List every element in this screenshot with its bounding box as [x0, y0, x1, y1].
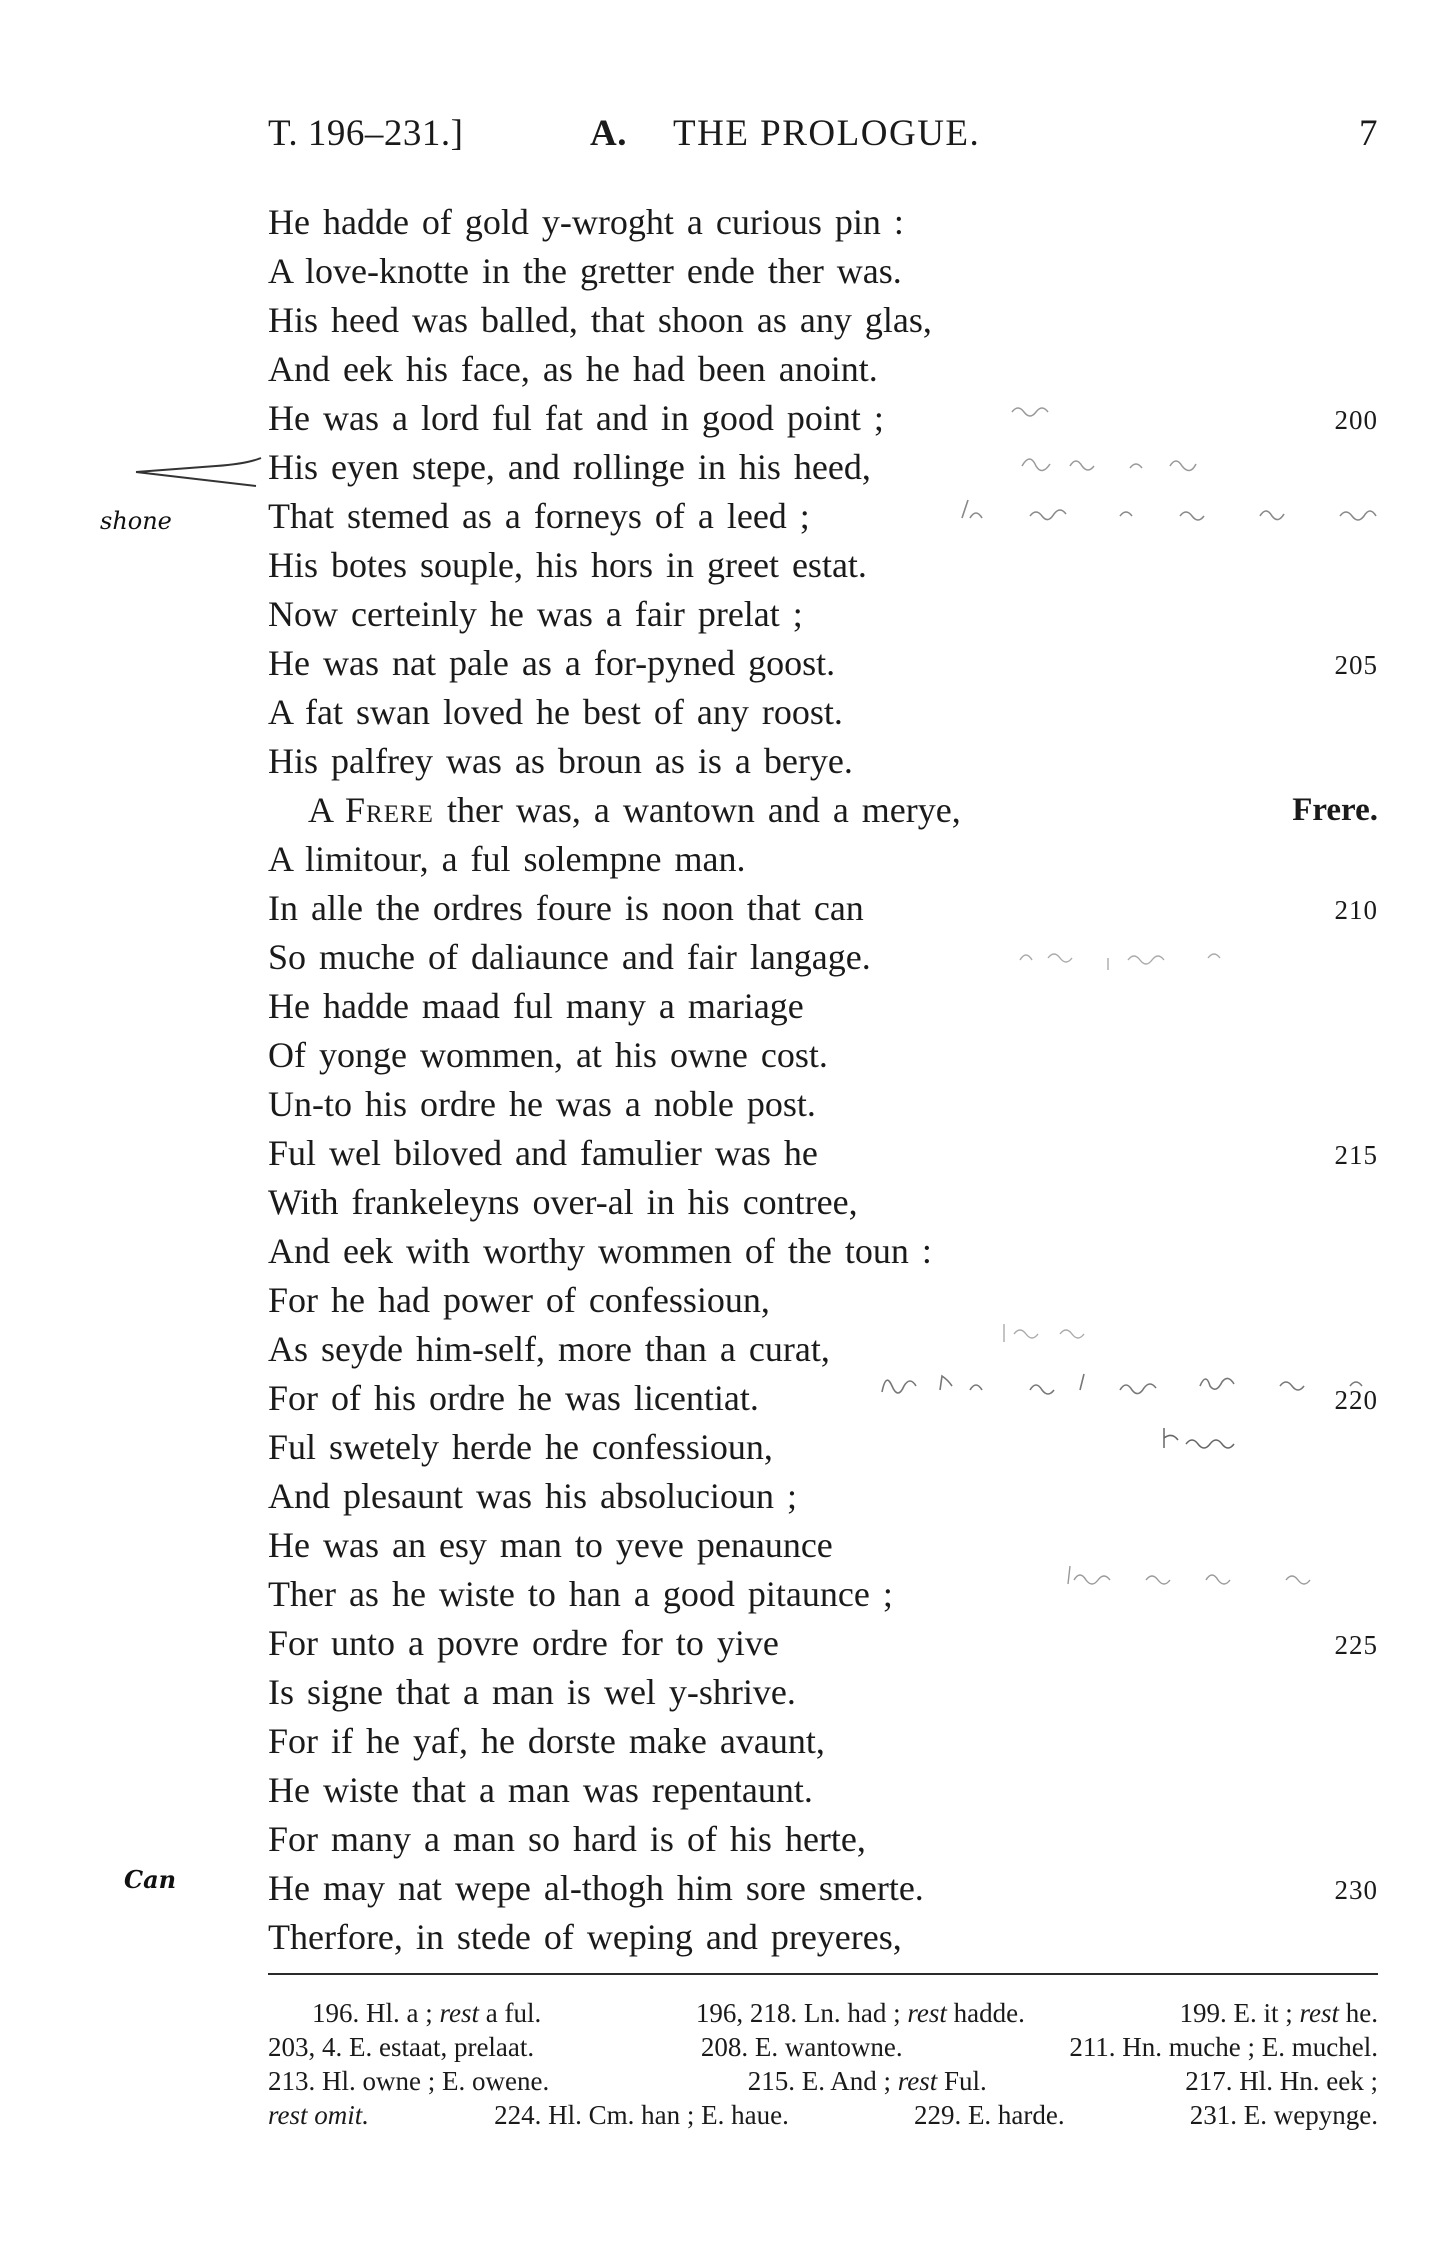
verse-line	[268, 1178, 1378, 1227]
line-number: 220	[1334, 1385, 1378, 1415]
verse-line-text: Is signe that a man is wel y-shrive.	[268, 1672, 796, 1712]
verse-line-text: He may nat wepe al-thogh him sore smerte.	[268, 1868, 924, 1908]
verse-line-text: He wiste that a man was repentaunt.	[268, 1770, 813, 1810]
verse-line-text: That stemed as a forneys of a leed ;	[268, 496, 810, 536]
line-number: 225	[1334, 1630, 1378, 1660]
verse-line	[268, 247, 1378, 296]
verse-line	[268, 1129, 1378, 1178]
verse-line	[268, 1668, 1378, 1717]
line-number: 215	[1334, 1140, 1378, 1170]
margin-note-can	[124, 1862, 214, 1902]
verse-line	[268, 884, 1378, 933]
line-number: 210	[1334, 895, 1378, 925]
verse-line	[268, 688, 1378, 737]
footnote-row	[268, 2030, 1378, 2064]
verse-line	[268, 590, 1378, 639]
footnote-entry: 229. E. harde.	[913, 2100, 1065, 2130]
footnote-entry: 199. E. it ; rest he.	[1179, 1998, 1378, 2028]
verse-line-text: A limitour, a ful solempne man.	[268, 839, 746, 879]
verse-line-text: In alle the ordres foure is noon that can	[268, 888, 864, 928]
textual-footnotes	[268, 1996, 1378, 2132]
verse-line-text: He was a lord ful fat and in good point ;	[268, 398, 884, 438]
footnote-row	[268, 1996, 1378, 2030]
footnote-row	[268, 2098, 1378, 2132]
verse-line	[268, 1521, 1378, 1570]
margin-arrow-mark	[96, 446, 266, 526]
footnote-entry: 196, 218. Ln. had ; rest hadde.	[695, 1998, 1025, 2028]
verse-line	[268, 492, 1378, 541]
footnote-entry: rest omit.	[268, 2100, 369, 2130]
verse-line	[268, 1570, 1378, 1619]
running-header	[268, 112, 1378, 162]
verse-line-text: His palfrey was as broun as is a berye.	[268, 741, 853, 781]
verse-line-text: For he had power of confessioun,	[268, 1280, 770, 1320]
verse-line-text: A fat swan loved he best of any roost.	[268, 692, 843, 732]
verse-line-text: Ful swetely herde he confessioun,	[268, 1427, 773, 1467]
verse-line-text: A love-knotte in the gretter ende ther was.	[268, 251, 902, 291]
verse-line-text: His botes souple, his hors in greet estat.	[268, 545, 867, 585]
verse-line	[268, 1374, 1378, 1423]
verse-line	[268, 1227, 1378, 1276]
verse-line	[268, 835, 1378, 884]
verse-line-text: And plesaunt was his absolucioun ;	[268, 1476, 797, 1516]
verse-line	[268, 1423, 1378, 1472]
footnote-entry: 203, 4. E. estaat, prelaat.	[268, 2032, 535, 2062]
margin-note-shone	[100, 505, 230, 545]
verse-line	[268, 443, 1378, 492]
chapter-title: THE PROLOGUE.	[673, 113, 981, 154]
verse-line-text: For of his ordre he was licentiat.	[268, 1378, 759, 1418]
verse-line-text: And eek his face, as he had been anoint.	[268, 349, 878, 389]
verse-line-text: He hadde of gold y-wroght a curious pin :	[268, 202, 904, 242]
verse-line	[268, 198, 1378, 247]
footnote-entry: 208. E. wantowne.	[700, 2032, 903, 2062]
verse-line	[268, 1717, 1378, 1766]
footnote-entry: 213. Hl. owne ; E. owene.	[268, 2066, 550, 2096]
verse-line	[268, 786, 1378, 835]
verse-line-text: Of yonge wommen, at his owne cost.	[268, 1035, 828, 1075]
footnote-entry: 211. Hn. muche ; E. muchel.	[1069, 2032, 1378, 2062]
small-caps-name: Frere	[345, 790, 434, 830]
verse-text-block	[268, 198, 1378, 1962]
verse-line	[268, 1325, 1378, 1374]
footnote-entry: 231. E. wepynge.	[1189, 2100, 1378, 2130]
line-range-reference: T. 196–231.]	[268, 113, 464, 154]
verse-line-text: A Frere ther was, a wantown and a merye,	[308, 790, 961, 830]
character-sidenote: Frere.	[1292, 792, 1378, 828]
verse-line-text: As seyde him-self, more than a curat,	[268, 1329, 830, 1369]
verse-line-text: His heed was balled, that shoon as any glas,	[268, 300, 932, 340]
verse-line-text: Ther as he wiste to han a good pitaunce ;	[268, 1574, 893, 1614]
verse-line	[268, 541, 1378, 590]
verse-line-text: Now certeinly he was a fair prelat ;	[268, 594, 803, 634]
verse-line	[268, 982, 1378, 1031]
verse-line-text: Therfore, in stede of weping and preyeres,	[268, 1917, 902, 1957]
verse-line-text: So muche of daliaunce and fair langage.	[268, 937, 871, 977]
verse-line	[268, 345, 1378, 394]
footnote-divider	[268, 1973, 1378, 1975]
verse-line-text: With frankeleyns over-al in his contree,	[268, 1182, 858, 1222]
verse-line-text: For many a man so hard is of his herte,	[268, 1819, 866, 1859]
verse-line-text: He was an esy man to yeve penaunce	[268, 1525, 833, 1565]
verse-line	[268, 1031, 1378, 1080]
verse-line	[268, 1815, 1378, 1864]
verse-line	[268, 737, 1378, 786]
line-number: 230	[1334, 1875, 1378, 1905]
verse-line-text: And eek with worthy wommen of the toun :	[268, 1231, 932, 1271]
verse-line	[268, 1276, 1378, 1325]
verse-line-text: Un-to his ordre he was a noble post.	[268, 1084, 816, 1124]
verse-line-text: He hadde maad ful many a mariage	[268, 986, 804, 1026]
verse-line	[268, 639, 1378, 688]
verse-line-text: His eyen stepe, and rollinge in his heed,	[268, 447, 871, 487]
line-number: 205	[1334, 650, 1378, 680]
verse-line-text: Ful wel biloved and famulier was he	[268, 1133, 818, 1173]
verse-line-text: He was nat pale as a for-pyned goost.	[268, 643, 836, 683]
footnote-entry: 196. Hl. a ; rest a ful.	[312, 1998, 542, 2028]
verse-line	[268, 1080, 1378, 1129]
verse-line-text: For unto a povre ordre for to yive	[268, 1623, 779, 1663]
verse-line-text: For if he yaf, he dorste make avaunt,	[268, 1721, 825, 1761]
verse-line	[268, 1619, 1378, 1668]
verse-line	[268, 1472, 1378, 1521]
verse-line	[268, 394, 1378, 443]
verse-line	[268, 1864, 1378, 1913]
footnote-row	[268, 2064, 1378, 2098]
footnote-entry: 224. Hl. Cm. han ; E. haue.	[494, 2100, 789, 2130]
verse-line	[268, 1913, 1378, 1962]
margin-note-text: Can	[124, 1865, 177, 1894]
verse-line	[268, 933, 1378, 982]
section-letter: A.	[590, 113, 627, 154]
line-number: 200	[1334, 405, 1378, 435]
verse-line	[268, 1766, 1378, 1815]
footnote-entry: 215. E. And ; rest Ful.	[747, 2066, 987, 2096]
verse-line	[268, 296, 1378, 345]
page-number: 7	[1359, 113, 1378, 154]
footnote-entry: 217. Hl. Hn. eek ;	[1185, 2066, 1378, 2096]
margin-note-text: shone	[100, 507, 172, 535]
